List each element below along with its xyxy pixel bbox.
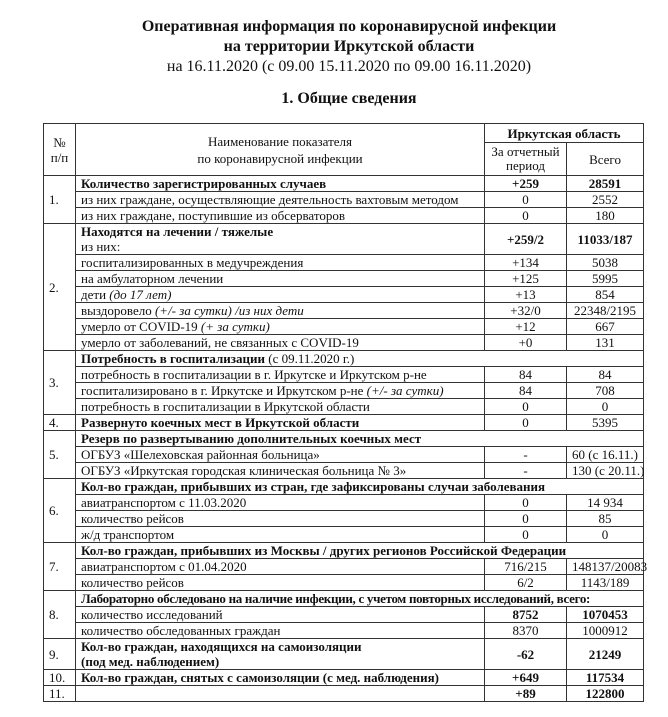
row-period-value: 8370 [485,623,567,639]
row-period-value: - [485,447,567,463]
covid-stats-table [43,123,648,702]
row-number: 5. [44,431,76,479]
row-total-value: 11033/187 [567,224,644,255]
table-row [44,527,644,543]
row-label-suffix: (с 09.11.2020 г.) [265,351,355,366]
section-header-label [76,351,644,367]
row-period-value: 0 [485,415,567,431]
row-period-value: 8752 [485,607,567,623]
table-row [44,208,644,224]
row-period-value: 0 [485,495,567,511]
row-total-value: 5995 [567,271,644,287]
row-label-text: умерло от COVID-19 [81,319,201,334]
row-number: 4. [44,415,76,431]
table-row [44,575,644,591]
row-label-main: Кол-во граждан, находящихся на самоизоляции [81,639,362,654]
header-region: Иркутская область [485,124,644,143]
row-label: Кол-во граждан, снятых с самоизоляции (с мед. наблюдения) [76,670,485,686]
row-total-value: 1143/189 [567,575,644,591]
row-label: количество рейсов [76,511,485,527]
table-row [44,399,644,415]
row-number: 7. [44,543,76,591]
row-label: потребность в госпитализации в Иркутской области [76,399,485,415]
row-total-value: 667 [567,319,644,335]
document-title: Оперативная информация по коронавирусной инфекции [141,18,557,35]
row-label-main: Потребность в госпитализации [81,351,265,366]
header-total: Всего [567,143,644,176]
row-label: авиатранспортом с 11.03.2020 [76,495,485,511]
row-label-note: (до 17 лет) [109,287,172,302]
row-period-value: +259 [485,176,567,192]
table-row [44,463,644,479]
row-total-value: 2552 [567,192,644,208]
document-header [0,17,668,109]
row-total-value: 0 [567,399,644,415]
row-period-value: +89 [485,686,567,702]
header-number-label: № [53,134,66,150]
row-total-value: 180 [567,208,644,224]
row-period-value: +32/0 [485,303,567,319]
document-title-region: на территории Иркутской области [223,38,475,55]
row-number: 1. [44,176,76,224]
table-row [44,479,644,495]
row-total-value: 60 (с 16.11.) [567,447,644,463]
row-label-text: выздоровело [81,303,155,318]
table-row [44,383,644,399]
header-name-line1: Наименование показателя [207,133,353,149]
row-number: 8. [44,591,76,639]
row-period-value: 6/2 [485,575,567,591]
table-row [44,255,644,271]
table-row [44,415,644,431]
row-label: количество рейсов [76,575,485,591]
row-label-text: госпитализировано в г. Иркутске и Иркутском р-не [81,383,367,398]
table-row [44,607,644,623]
row-total-value: 21249 [567,639,644,670]
row-period-value: 84 [485,367,567,383]
section-header-label: Лабораторно обследовано на наличие инфекции, с учетом повторных исследований, всего: [76,591,644,607]
row-number: 6. [44,479,76,543]
row-period-value: 716/215 [485,559,567,575]
header-period [485,143,567,176]
row-total-value: 22348/2195 [567,303,644,319]
table-row [44,559,644,575]
row-period-value: +125 [485,271,567,287]
header-number-sub: п/п [50,149,69,165]
section-header-label: Кол-во граждан, прибывших из стран, где зафиксированы случаи заболевания [76,479,644,495]
row-number: 2. [44,224,76,351]
row-total-value: 0 [567,527,644,543]
row-period-value: +13 [485,287,567,303]
document-subtitle-date: на 16.11.2020 (с 09.00 15.11.2020 по 09.00 16.11.2020) [166,58,532,75]
table-row [44,431,644,447]
table-row [44,686,644,702]
table-row [44,303,644,319]
row-label: Развернуто коечных мест в Иркутской области [76,415,485,431]
table-row [44,351,644,367]
row-total-value: 708 [567,383,644,399]
row-label: умерло от заболеваний, не связанных с COVID-19 [76,335,485,351]
header-name-line2: по коронавирусной инфекции [197,150,363,166]
row-total-value: 117534 [567,670,644,686]
row-label: количество исследований [76,607,485,623]
row-number: 10. [44,670,76,686]
table-row [44,670,644,686]
row-label: Количество зарегистрированных случаев [76,176,485,192]
row-label: ж/д транспортом [76,527,485,543]
row-period-value: +0 [485,335,567,351]
row-label: на амбулаторном лечении [76,271,485,287]
row-label: ОГБУЗ «Шелеховская районная больница» [76,447,485,463]
table-row [44,367,644,383]
row-period-value: 84 [485,383,567,399]
row-label: потребность в госпитализации в г. Иркутске и Иркутском р-не [76,367,485,383]
header-indicator-name [76,124,485,176]
row-total-value: 28591 [567,176,644,192]
row-period-value: -62 [485,639,567,670]
table-row [44,543,644,559]
row-total-value: 130 (с 20.11.) [567,463,644,479]
section-header-label: Резерв по развертыванию дополнительных коечных мест [76,431,644,447]
section-header-label: Кол-во граждан, прибывших из Москвы / других регионов Российской Федерации [76,543,644,559]
row-total-value: 5038 [567,255,644,271]
header-number [44,124,76,176]
table-row [44,511,644,527]
row-label-text: дети [81,287,110,302]
row-period-value: +12 [485,319,567,335]
row-label [76,686,485,702]
row-total-value: 14 934 [567,495,644,511]
row-label-sub: из них: [81,239,121,254]
row-label-main: Находятся на лечении / тяжелые [81,224,274,239]
row-label: количество обследованных граждан [76,623,485,639]
row-label: из них граждане, осуществляющие деятельность вахтовым методом [76,192,485,208]
table-row [44,192,644,208]
table-row [44,495,644,511]
row-period-value: 0 [485,511,567,527]
row-label-note: (+ за сутки) [200,319,270,334]
section-title: 1. Общие сведения [281,90,417,107]
header-period-line1: За отчетный [491,144,560,159]
table-row [44,591,644,607]
row-period-value: +134 [485,255,567,271]
row-period-value: 0 [485,192,567,208]
row-number: 9. [44,639,76,670]
row-label [76,639,485,670]
row-label-note: (+/- за сутки) /из них дети [154,303,304,318]
row-label [76,383,485,399]
row-label [76,303,485,319]
table-row [44,271,644,287]
table-row [44,639,644,670]
row-label-sub: (под мед. наблюдением) [81,654,220,669]
table-row [44,224,644,255]
row-period-value: 0 [485,399,567,415]
table-row [44,335,644,351]
row-total-value: 1000912 [567,623,644,639]
table-row [44,319,644,335]
row-label: госпитализированных в медучреждения [76,255,485,271]
row-period-value: +259/2 [485,224,567,255]
row-number: 11. [44,686,76,702]
row-period-value: 0 [485,208,567,224]
row-total-value: 84 [567,367,644,383]
table-row [44,287,644,303]
row-total-value: 854 [567,287,644,303]
row-label: из них граждане, поступившие из обсерваторов [76,208,485,224]
row-label-note: (+/- за сутки) [366,383,444,398]
row-number: 3. [44,351,76,415]
table-row [44,447,644,463]
row-label [76,224,485,255]
row-period-value: +649 [485,670,567,686]
row-total-value: 122800 [567,686,644,702]
row-period-value: 0 [485,527,567,543]
row-label: авиатранспортом с 01.04.2020 [76,559,485,575]
row-total-value: 85 [567,511,644,527]
row-total-value: 5395 [567,415,644,431]
header-period-line2: период [506,158,545,173]
table-row [44,176,644,192]
table-row [44,623,644,639]
row-total-value: 1070453 [567,607,644,623]
row-label [76,287,485,303]
row-label: ОГБУЗ «Иркутская городская клиническая больница № 3» [76,463,485,479]
table-header-row [44,124,644,143]
row-label [76,319,485,335]
row-period-value: - [485,463,567,479]
row-total-value: 131 [567,335,644,351]
row-total-value: 148137/20083 [567,559,644,575]
